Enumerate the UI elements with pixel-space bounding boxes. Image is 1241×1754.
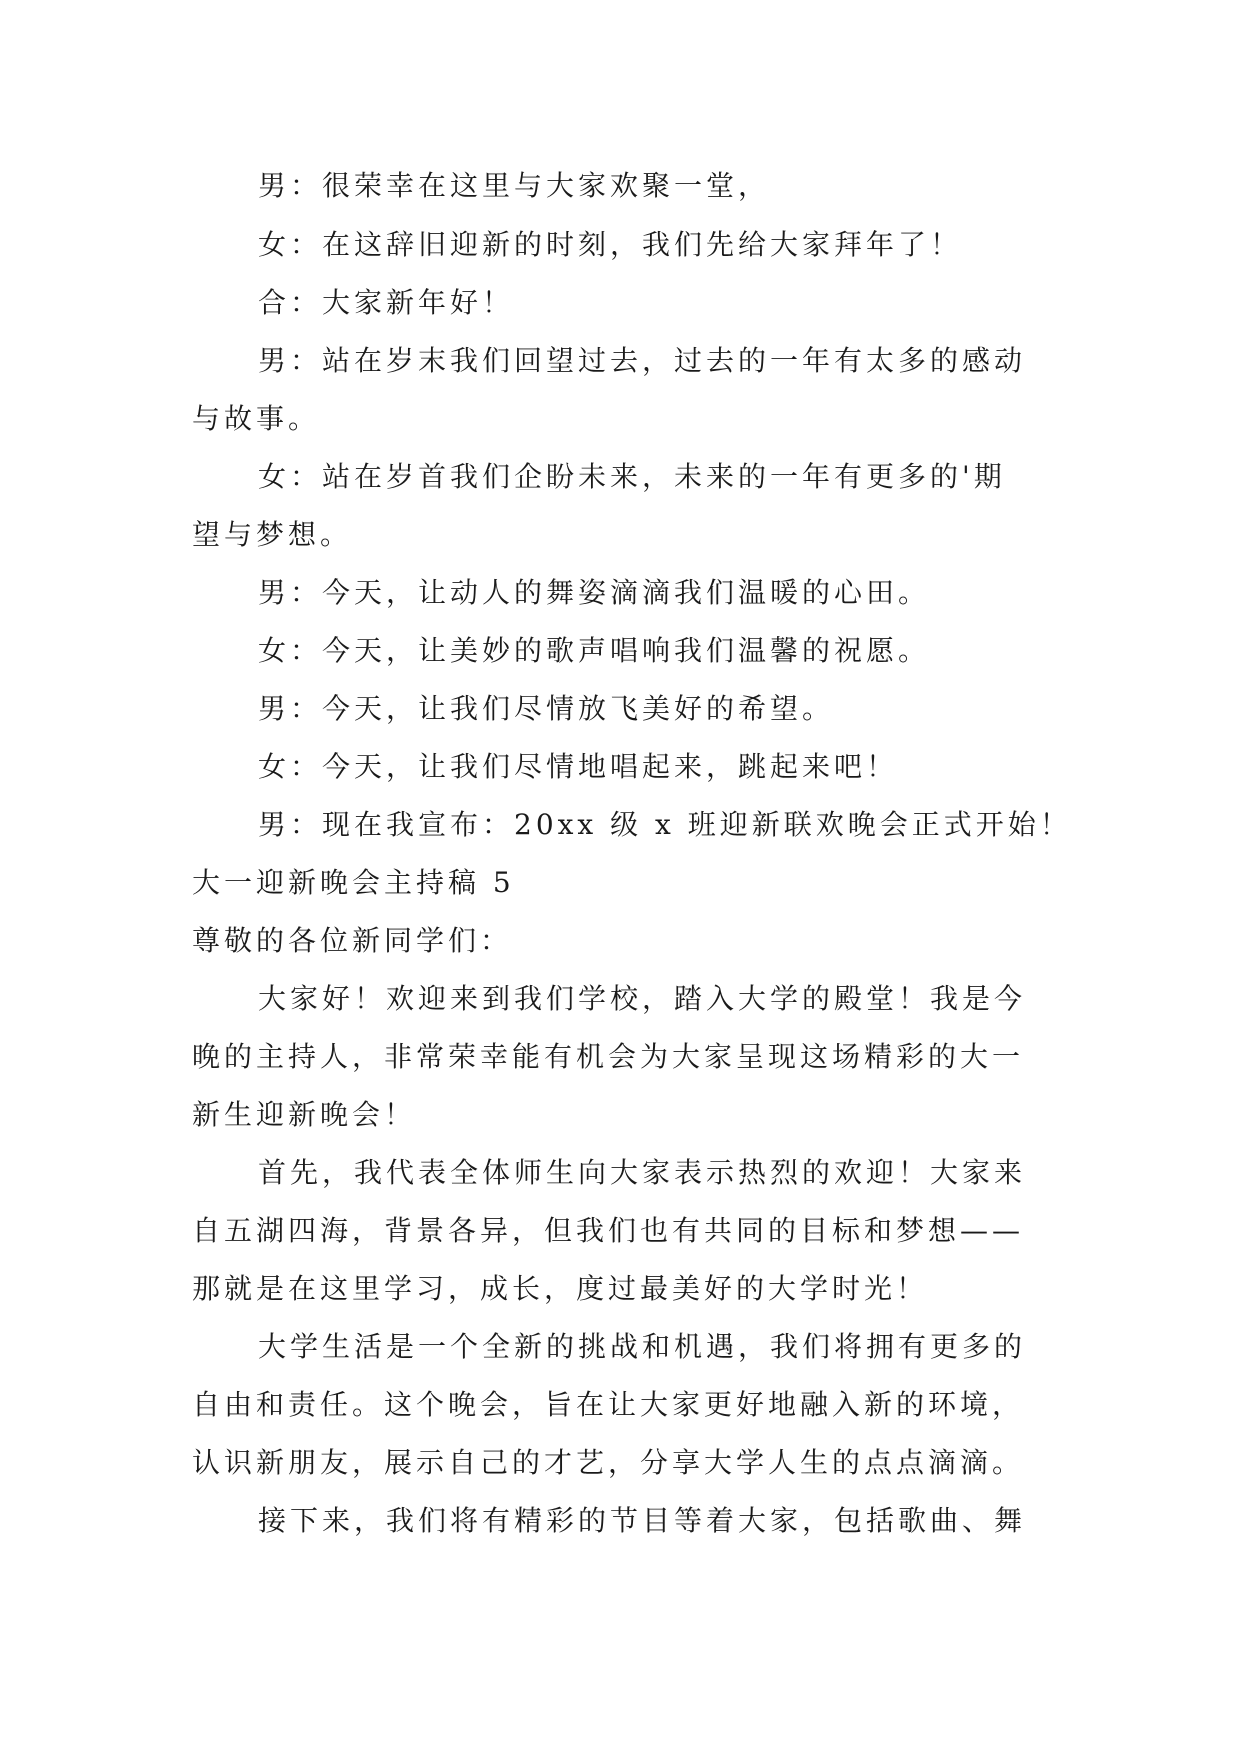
text-line: 晚的主持人，非常荣幸能有机会为大家呈现这场精彩的大一 — [192, 1040, 1025, 1073]
text-line: 合：大家新年好！ — [258, 286, 515, 319]
text-line: 大学生活是一个全新的挑战和机遇，我们将拥有更多的 — [258, 1330, 1027, 1363]
text-line: 男：今天，让动人的舞姿滴滴我们温暖的心田。 — [258, 576, 931, 609]
text-line: 认识新朋友，展示自己的才艺，分享大学人生的点点滴滴。 — [192, 1446, 1025, 1479]
text-line: 男：今天，让我们尽情放飞美好的希望。 — [258, 692, 835, 725]
text-line: 那就是在这里学习，成长，度过最美好的大学时光！ — [192, 1272, 929, 1305]
text-line: 女：在这辞旧迎新的时刻，我们先给大家拜年了！ — [258, 228, 963, 261]
text-line: 女：站在岁首我们企盼未来，未来的一年有更多的'期 — [258, 460, 1006, 493]
section-title: 大一迎新晚会主持稿 5 — [192, 866, 515, 899]
text-line: 与故事。 — [192, 402, 321, 435]
text-line: 新生迎新晚会！ — [192, 1098, 417, 1131]
text-line: 男：很荣幸在这里与大家欢聚一堂， — [258, 169, 771, 202]
text-line: 女：今天，让美妙的歌声唱响我们温馨的祝愿。 — [258, 634, 931, 667]
text-line: 接下来，我们将有精彩的节目等着大家，包括歌曲、舞 — [258, 1504, 1027, 1537]
text-line: 男：站在岁末我们回望过去，过去的一年有太多的感动 — [258, 344, 1027, 377]
text-line: 大家好！欢迎来到我们学校，踏入大学的殿堂！我是今 — [258, 982, 1027, 1015]
salutation: 尊敬的各位新同学们： — [192, 924, 513, 957]
text-line: 女：今天，让我们尽情地唱起来，跳起来吧！ — [258, 750, 899, 783]
text-line: 首先，我代表全体师生向大家表示热烈的欢迎！大家来 — [258, 1156, 1027, 1189]
text-line: 自由和责任。这个晚会，旨在让大家更好地融入新的环境， — [192, 1388, 1025, 1421]
text-line: 自五湖四海，背景各异，但我们也有共同的目标和梦想—— — [192, 1214, 1025, 1247]
text-line: 望与梦想。 — [192, 518, 353, 551]
text-line: 男：现在我宣布：20xx 级 x 班迎新联欢晚会正式开始！ — [258, 808, 1072, 841]
